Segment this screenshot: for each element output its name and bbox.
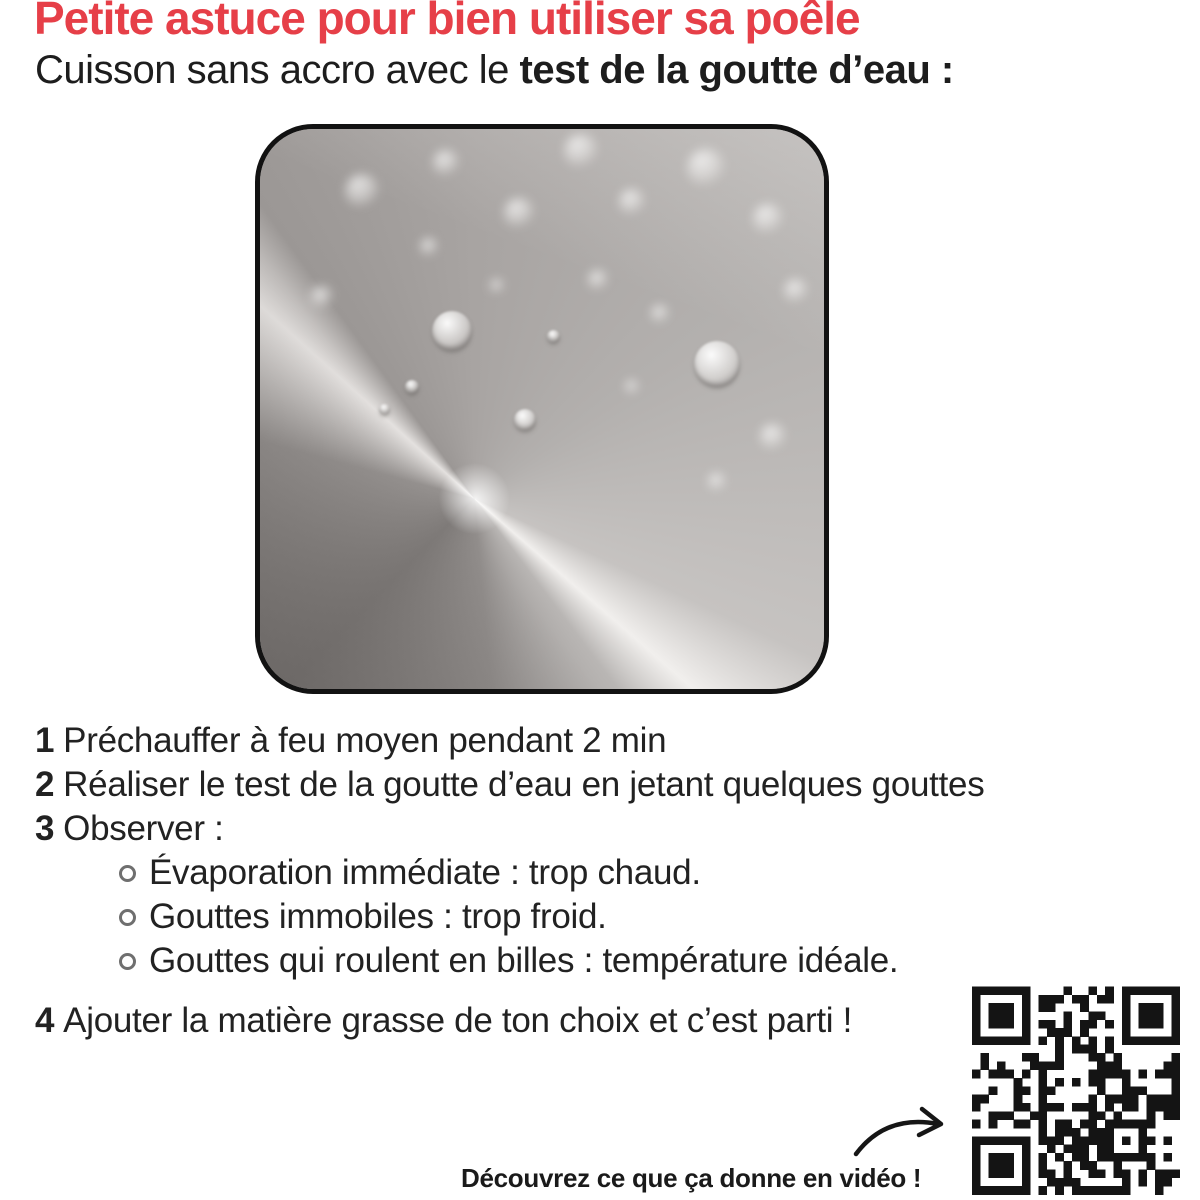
water-droplet: [405, 380, 419, 394]
observer-bullet-text: Gouttes qui roulent en billes : température idéale.: [149, 941, 899, 980]
observer-bullet-text: Évaporation immédiate : trop chaud.: [149, 853, 701, 892]
water-droplet: [433, 150, 459, 176]
subtitle: [35, 46, 954, 94]
step-text: Observer :: [63, 809, 224, 848]
step-row: [35, 719, 1185, 763]
step-text: Réaliser le test de la goutte d’eau en jetant quelques gouttes: [63, 765, 985, 804]
water-droplet: [687, 149, 725, 187]
observer-bullet-row: [35, 851, 1185, 895]
video-caption: Découvrez ce que ça donne en vidéo !: [461, 1163, 922, 1193]
water-droplet: [490, 279, 504, 293]
step-row: [35, 807, 1185, 851]
step-number: 1: [35, 721, 55, 760]
hollow-bullet-icon: [119, 865, 136, 882]
water-droplet: [345, 174, 379, 208]
step-number: 3: [35, 809, 55, 848]
step-text: Préchauffer à feu moyen pendant 2 min: [63, 721, 667, 760]
pan-photo: [255, 124, 829, 694]
water-droplet: [619, 189, 645, 215]
water-droplet: [753, 204, 783, 234]
water-droplet: [432, 311, 472, 351]
step-number: 2: [35, 765, 55, 804]
observer-bullet-row: [35, 895, 1185, 939]
subtitle-regular: Cuisson sans accro avec le: [35, 48, 520, 92]
water-droplet: [420, 238, 438, 256]
step-number: 4: [35, 1001, 55, 1040]
water-droplet: [547, 330, 560, 343]
observer-bullet-text: Gouttes immobiles : trop froid.: [149, 897, 607, 936]
subtitle-bold: test de la goutte d’eau :: [519, 48, 954, 92]
qr-code: [972, 986, 1180, 1195]
water-droplet: [708, 473, 726, 491]
water-droplet: [379, 404, 390, 415]
hollow-bullet-icon: [119, 909, 136, 926]
pan-lighting-vignette: [260, 129, 824, 689]
step-text: Ajouter la matière grasse de ton choix et c’est parti !: [63, 1001, 853, 1040]
hollow-bullet-icon: [119, 953, 136, 970]
step-row: [35, 763, 1185, 807]
page-title: Petite astuce pour bien utiliser sa poêle: [34, 0, 860, 44]
curved-arrow-icon: [838, 1078, 956, 1162]
water-droplet: [694, 341, 740, 387]
observer-bullet-row: [35, 939, 1185, 983]
water-droplet: [311, 286, 333, 308]
water-droplet: [625, 380, 639, 394]
